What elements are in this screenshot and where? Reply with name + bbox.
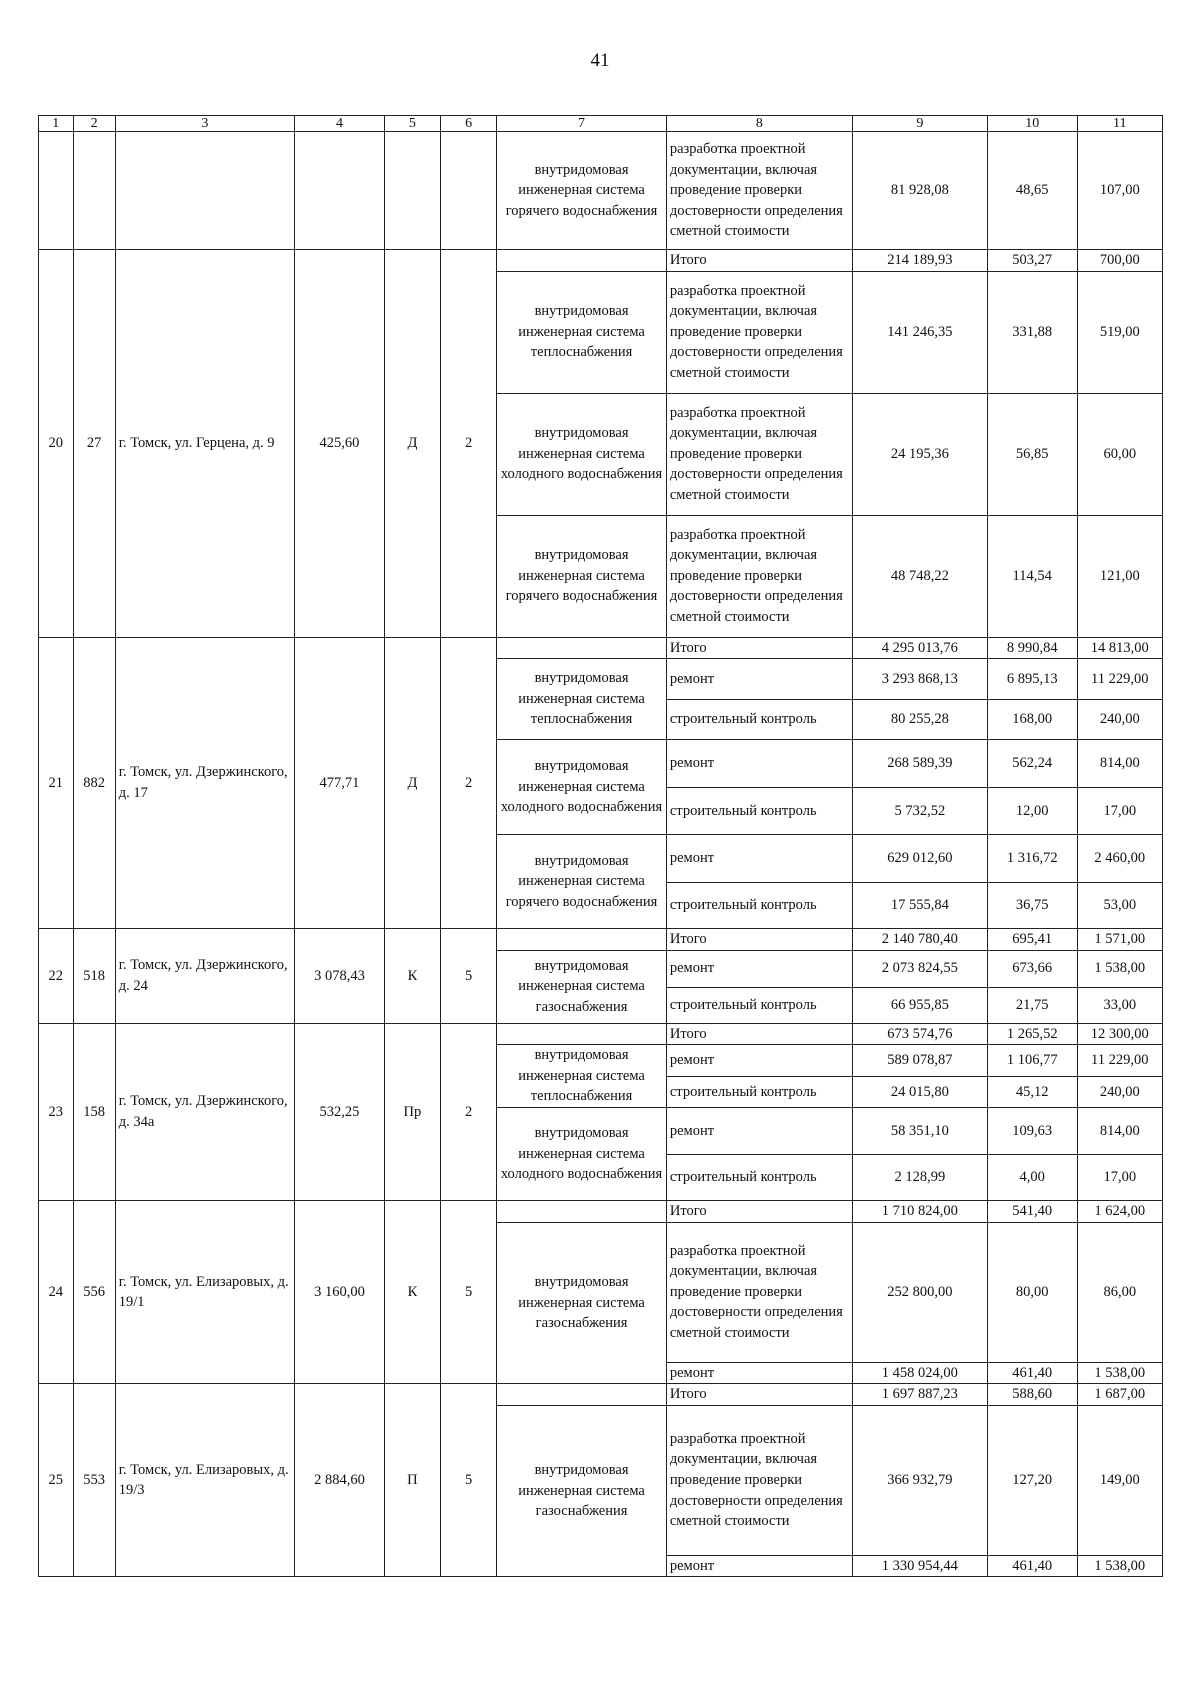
cost-total: 17 555,84	[852, 883, 987, 929]
table-row	[39, 637, 1163, 659]
row-number: 25	[39, 1384, 74, 1577]
cost-limit: 14 813,00	[1077, 637, 1162, 659]
column-number: 2	[73, 116, 115, 132]
column-number: 1	[39, 116, 74, 132]
cost-limit: 1 571,00	[1077, 929, 1162, 951]
cost-limit: 814,00	[1077, 740, 1162, 788]
work-type: строительный контроль	[666, 987, 852, 1023]
cost-per-sqm: 114,54	[987, 515, 1077, 637]
work-type: разработка проектной документации, включая проведение проверки достоверности определения сметной стоимости	[666, 393, 852, 515]
house-code: 556	[73, 1201, 115, 1384]
area: 3 078,43	[295, 929, 385, 1024]
wall-type: П	[384, 1384, 440, 1577]
floors: 2	[441, 250, 497, 638]
cost-limit: 121,00	[1077, 515, 1162, 637]
work-type: ремонт	[666, 835, 852, 883]
cost-total: 214 189,93	[852, 250, 987, 272]
cost-total: 252 800,00	[852, 1222, 987, 1362]
column-number: 4	[295, 116, 385, 132]
system-name: внутридомовая инженерная система горячего водоснабжения	[497, 515, 667, 637]
cost-limit: 1 687,00	[1077, 1384, 1162, 1406]
cost-total: 141 246,35	[852, 271, 987, 393]
system-name: внутридомовая инженерная система теплоснабжения	[497, 271, 667, 393]
address: г. Томск, ул. Дзержинского, д. 17	[115, 637, 294, 929]
floors: 5	[441, 1384, 497, 1577]
work-type: строительный контроль	[666, 1076, 852, 1107]
floors: 5	[441, 1201, 497, 1384]
address: г. Томск, ул. Елизаровых, д. 19/3	[115, 1384, 294, 1577]
row-number: 23	[39, 1023, 74, 1200]
address: г. Томск, ул. Герцена, д. 9	[115, 250, 294, 638]
cost-per-sqm: 45,12	[987, 1076, 1077, 1107]
column-number-row	[39, 116, 1163, 132]
area: 532,25	[295, 1023, 385, 1200]
cost-per-sqm: 8 990,84	[987, 637, 1077, 659]
row-number: 24	[39, 1201, 74, 1384]
cost-total: 2 073 824,55	[852, 950, 987, 987]
cost-per-sqm: 36,75	[987, 883, 1077, 929]
floors: 2	[441, 637, 497, 929]
cost-per-sqm: 12,00	[987, 788, 1077, 835]
area: 3 160,00	[295, 1201, 385, 1384]
cost-per-sqm: 562,24	[987, 740, 1077, 788]
cost-per-sqm: 1 265,52	[987, 1023, 1077, 1045]
work-type: строительный контроль	[666, 788, 852, 835]
cost-total: 268 589,39	[852, 740, 987, 788]
cost-total: 48 748,22	[852, 515, 987, 637]
cost-limit: 1 538,00	[1077, 1362, 1162, 1384]
cost-per-sqm: 588,60	[987, 1384, 1077, 1406]
work-type: разработка проектной документации, включая проведение проверки достоверности определения сметной стоимости	[666, 271, 852, 393]
work-type: ремонт	[666, 1108, 852, 1155]
cost-per-sqm: 1 316,72	[987, 835, 1077, 883]
area: 425,60	[295, 250, 385, 638]
cost-per-sqm: 80,00	[987, 1222, 1077, 1362]
cost-limit: 12 300,00	[1077, 1023, 1162, 1045]
work-type: ремонт	[666, 659, 852, 700]
cost-limit: 17,00	[1077, 1155, 1162, 1201]
cost-total: 66 955,85	[852, 987, 987, 1023]
cost-limit: 700,00	[1077, 250, 1162, 272]
cost-limit: 11 229,00	[1077, 1045, 1162, 1076]
work-type: ремонт	[666, 740, 852, 788]
column-number: 11	[1077, 116, 1162, 132]
table-row	[39, 250, 1163, 272]
cost-total: 673 574,76	[852, 1023, 987, 1045]
cost-per-sqm: 541,40	[987, 1201, 1077, 1223]
address: г. Томск, ул. Елизаровых, д. 19/1	[115, 1201, 294, 1384]
wall-type: Д	[384, 250, 440, 638]
cost-per-sqm: 109,63	[987, 1108, 1077, 1155]
work-type: ремонт	[666, 1555, 852, 1577]
cost-limit: 33,00	[1077, 987, 1162, 1023]
row-number: 20	[39, 250, 74, 638]
area: 2 884,60	[295, 1384, 385, 1577]
address: г. Томск, ул. Дзержинского, д. 34а	[115, 1023, 294, 1200]
column-number: 6	[441, 116, 497, 132]
cost-total: 5 732,52	[852, 788, 987, 835]
work-type: разработка проектной документации, включая проведение проверки достоверности определения сметной стоимости	[666, 515, 852, 637]
cost-limit: 2 460,00	[1077, 835, 1162, 883]
system-name: внутридомовая инженерная система холодного водоснабжения	[497, 393, 667, 515]
work-type: разработка проектной документации, включая проведение проверки достоверности определения сметной стоимости	[666, 1405, 852, 1555]
cost-total: 2 128,99	[852, 1155, 987, 1201]
system-name: внутридомовая инженерная система холодного водоснабжения	[497, 1108, 667, 1201]
table-row	[39, 1384, 1163, 1406]
work-type: ремонт	[666, 950, 852, 987]
cost-per-sqm: 1 106,77	[987, 1045, 1077, 1076]
total-label: Итого	[666, 250, 852, 272]
cost-total: 81 928,08	[852, 132, 987, 250]
cost-total: 1 710 824,00	[852, 1201, 987, 1223]
total-label: Итого	[666, 929, 852, 951]
address: г. Томск, ул. Дзержинского, д. 24	[115, 929, 294, 1024]
cost-limit: 11 229,00	[1077, 659, 1162, 700]
cost-total: 24 015,80	[852, 1076, 987, 1107]
column-number: 8	[666, 116, 852, 132]
table-row	[39, 132, 1163, 250]
cost-limit: 519,00	[1077, 271, 1162, 393]
cost-limit: 17,00	[1077, 788, 1162, 835]
system-name: внутридомовая инженерная система газоснабжения	[497, 1222, 667, 1384]
cost-limit: 1 538,00	[1077, 1555, 1162, 1577]
house-code: 158	[73, 1023, 115, 1200]
table-row	[39, 1201, 1163, 1223]
cost-total: 4 295 013,76	[852, 637, 987, 659]
cost-per-sqm: 168,00	[987, 700, 1077, 740]
floors: 2	[441, 1023, 497, 1200]
row-number: 21	[39, 637, 74, 929]
cost-per-sqm: 4,00	[987, 1155, 1077, 1201]
cost-limit: 240,00	[1077, 1076, 1162, 1107]
cost-total: 629 012,60	[852, 835, 987, 883]
cost-total: 80 255,28	[852, 700, 987, 740]
total-label: Итого	[666, 1023, 852, 1045]
system-name: внутридомовая инженерная система газоснабжения	[497, 1405, 667, 1577]
cost-per-sqm: 461,40	[987, 1362, 1077, 1384]
wall-type: Д	[384, 637, 440, 929]
column-number: 10	[987, 116, 1077, 132]
work-type: строительный контроль	[666, 883, 852, 929]
cost-per-sqm: 21,75	[987, 987, 1077, 1023]
cost-limit: 149,00	[1077, 1405, 1162, 1555]
column-number: 5	[384, 116, 440, 132]
cost-total: 3 293 868,13	[852, 659, 987, 700]
cost-total: 1 458 024,00	[852, 1362, 987, 1384]
floors: 5	[441, 929, 497, 1024]
table-row	[39, 929, 1163, 951]
wall-type: Пр	[384, 1023, 440, 1200]
system-name: внутридомовая инженерная система теплоснабжения	[497, 1045, 667, 1108]
house-code: 518	[73, 929, 115, 1024]
work-type: строительный контроль	[666, 700, 852, 740]
total-label: Итого	[666, 1384, 852, 1406]
cost-per-sqm: 48,65	[987, 132, 1077, 250]
column-number: 7	[497, 116, 667, 132]
table-row	[39, 1023, 1163, 1045]
cost-limit: 107,00	[1077, 132, 1162, 250]
cost-total: 366 932,79	[852, 1405, 987, 1555]
total-label: Итого	[666, 1201, 852, 1223]
house-code: 882	[73, 637, 115, 929]
column-number: 3	[115, 116, 294, 132]
work-type: ремонт	[666, 1362, 852, 1384]
cost-limit: 814,00	[1077, 1108, 1162, 1155]
cost-limit: 240,00	[1077, 700, 1162, 740]
work-type: разработка проектной документации, включая проведение проверки достоверности определения сметной стоимости	[666, 1222, 852, 1362]
page-number: 41	[590, 50, 610, 71]
cost-total: 1 697 887,23	[852, 1384, 987, 1406]
cost-limit: 1 624,00	[1077, 1201, 1162, 1223]
system-name: внутридомовая инженерная система горячего водоснабжения	[497, 835, 667, 929]
cost-limit: 60,00	[1077, 393, 1162, 515]
house-code: 27	[73, 250, 115, 638]
system-name: внутридомовая инженерная система газоснабжения	[497, 950, 667, 1023]
cost-per-sqm: 673,66	[987, 950, 1077, 987]
system-name: внутридомовая инженерная система теплоснабжения	[497, 659, 667, 740]
house-code: 553	[73, 1384, 115, 1577]
cost-total: 58 351,10	[852, 1108, 987, 1155]
cost-per-sqm: 503,27	[987, 250, 1077, 272]
work-type: ремонт	[666, 1045, 852, 1076]
cost-per-sqm: 6 895,13	[987, 659, 1077, 700]
cost-total: 1 330 954,44	[852, 1555, 987, 1577]
cost-total: 2 140 780,40	[852, 929, 987, 951]
cost-limit: 1 538,00	[1077, 950, 1162, 987]
cost-per-sqm: 331,88	[987, 271, 1077, 393]
wall-type: К	[384, 1201, 440, 1384]
area: 477,71	[295, 637, 385, 929]
wall-type: К	[384, 929, 440, 1024]
cost-per-sqm: 56,85	[987, 393, 1077, 515]
total-label: Итого	[666, 637, 852, 659]
system-name: внутридомовая инженерная система холодного водоснабжения	[497, 740, 667, 835]
work-type: строительный контроль	[666, 1155, 852, 1201]
row-number: 22	[39, 929, 74, 1024]
works-table	[38, 115, 1163, 1577]
cost-limit: 53,00	[1077, 883, 1162, 929]
cost-total: 24 195,36	[852, 393, 987, 515]
column-number: 9	[852, 116, 987, 132]
cost-total: 589 078,87	[852, 1045, 987, 1076]
cost-per-sqm: 461,40	[987, 1555, 1077, 1577]
cost-limit: 86,00	[1077, 1222, 1162, 1362]
cost-per-sqm: 127,20	[987, 1405, 1077, 1555]
system-name: внутридомовая инженерная система горячего водоснабжения	[497, 132, 667, 250]
cost-per-sqm: 695,41	[987, 929, 1077, 951]
work-type: разработка проектной документации, включая проведение проверки достоверности определения сметной стоимости	[666, 132, 852, 250]
